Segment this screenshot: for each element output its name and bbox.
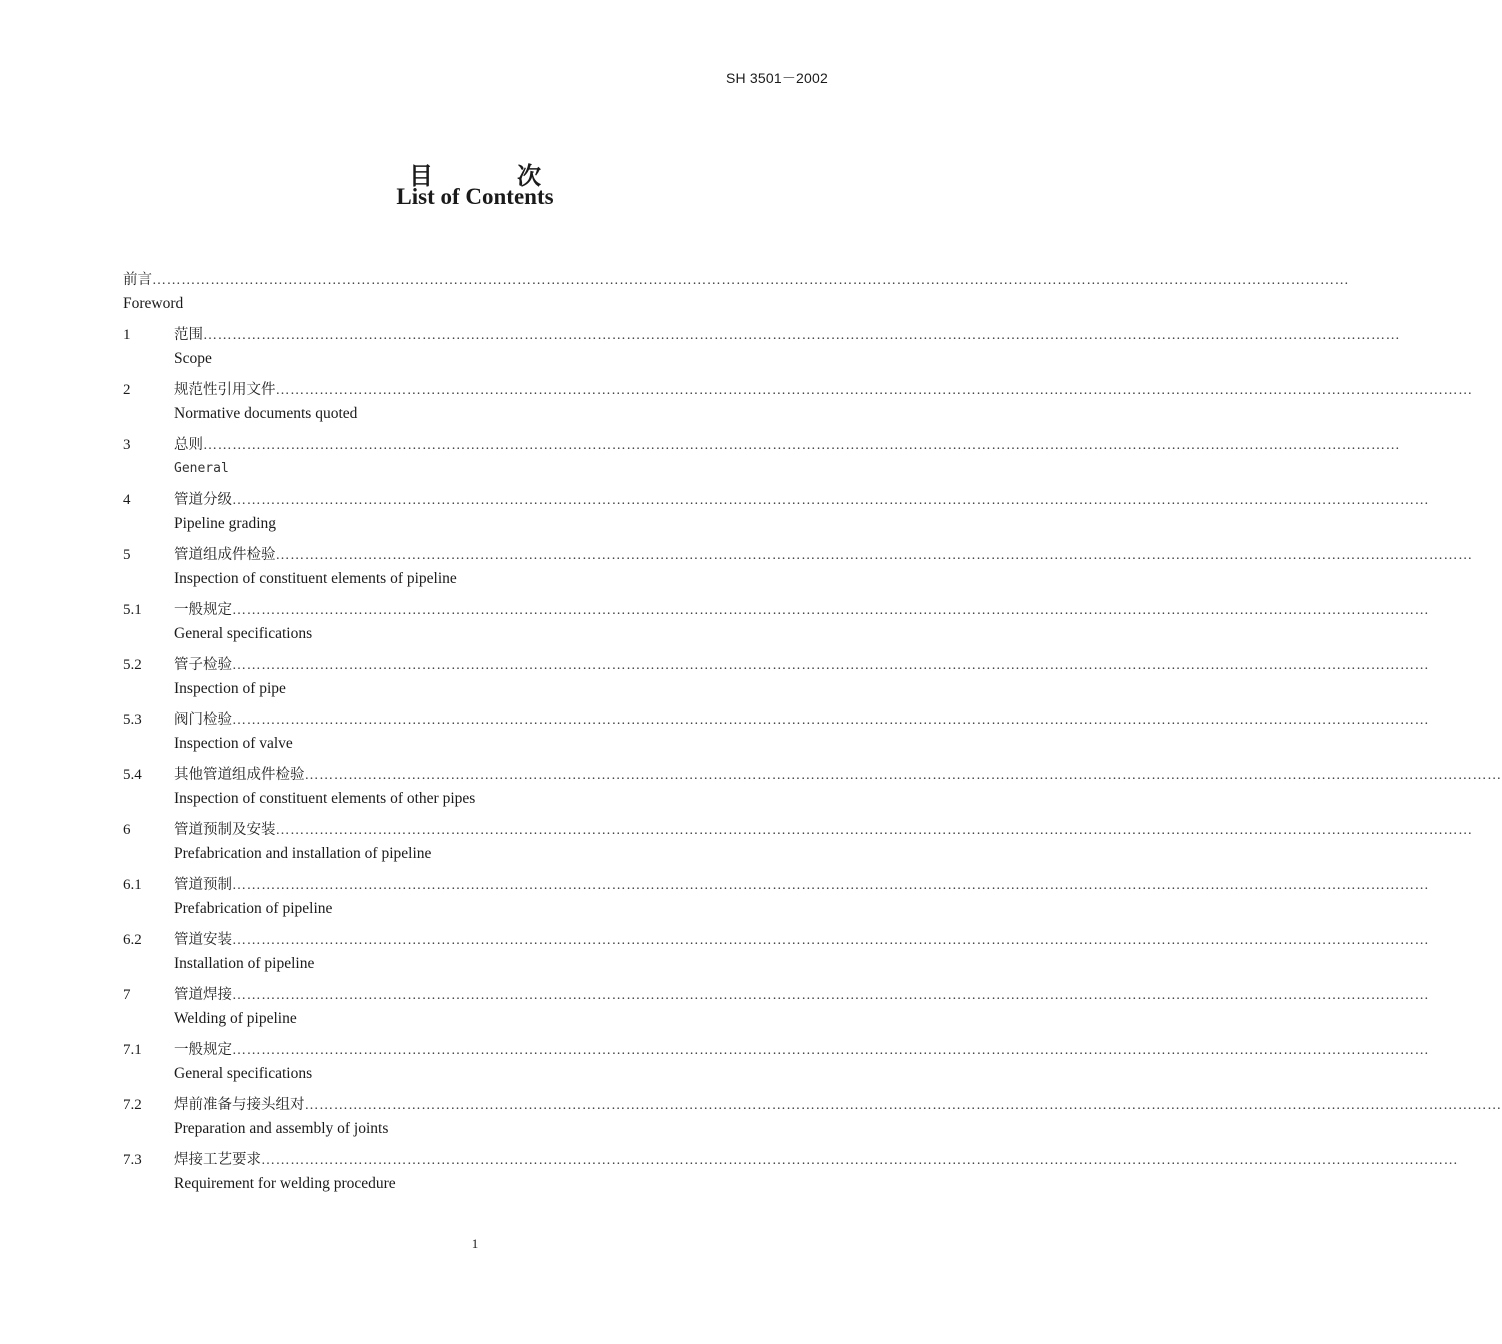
toc-leader-dots: ………………………………………………………………………………………………………………………………………………………………………………………………………………………… [203,328,1401,343]
toc-entry-number: 7.2 [123,1097,142,1113]
toc-entry-title-cn: 管道焊接 [174,987,232,1003]
toc-entry-foreword[interactable] [123,268,1350,315]
toc-entry-1[interactable] [123,323,1401,370]
toc-entry-number: 5 [123,547,131,563]
toc-entry-number: 5.4 [123,767,142,783]
toc-entry-title-en: Pipeline grading [174,515,277,532]
toc-entry-title-en: General [174,461,229,476]
toc-entry-title-en: Scope [174,350,212,367]
toc-entry-title-en: Inspection of constituent elements of other pipes [174,790,476,807]
toc-entry-title-cn: 规范性引用文件 [174,382,276,398]
toc-entry-title-en: Prefabrication and installation of pipeline [174,845,432,862]
toc-leader-dots: ………………………………………………………………………………………………………………………………………………………………………………………………………………………… [275,823,1473,838]
toc-entry-2[interactable] [123,378,1473,425]
toc-leader-dots: ………………………………………………………………………………………………………………………………………………………………………………………………………………………… [232,1043,1430,1058]
toc-entry-title-cn: 管道安装 [174,932,232,948]
toc-entry-number: 7.1 [123,1042,142,1058]
toc-entry-number: 6 [123,822,131,838]
toc-entry-title-en: Inspection of valve [174,735,293,752]
toc-entry-number: 7 [123,987,131,1003]
toc-entry-title-en: Prefabrication of pipeline [174,900,333,917]
toc-leader-dots: ………………………………………………………………………………………………………………………………………………………………………………………………………………………… [275,548,1473,563]
toc-entry-5-4[interactable] [123,763,1502,810]
toc-leader-dots: ………………………………………………………………………………………………………………………………………………………………………………………………………………………… [232,493,1430,508]
toc-entry-6-1[interactable] [123,873,1430,920]
toc-leader-dots: ………………………………………………………………………………………………………………………………………………………………………………………………………………………… [232,713,1430,728]
toc-entry-title-cn: 管道预制 [174,877,232,893]
toc-leader-dots: ………………………………………………………………………………………………………………………………………………………………………………………………………………………… [304,1098,1502,1113]
toc-entry-number: 2 [123,382,131,398]
toc-entry-number: 1 [123,327,131,343]
toc-entry-number: 6.2 [123,932,142,948]
toc-entry-5-2[interactable] [123,653,1430,700]
toc-leader-dots: ………………………………………………………………………………………………………………………………………………………………………………………………………………………… [232,878,1430,893]
toc-leader-dots: ………………………………………………………………………………………………………………………………………………………………………………………………………………………… [275,383,1473,398]
page-number: 1 [471,1236,479,1251]
toc-entry-title-cn: 前言 [123,272,152,288]
toc-leader-dots: ………………………………………………………………………………………………………………………………………………………………………………………………………………………… [232,933,1430,948]
toc-entry-number: 5.2 [123,657,142,673]
title-english: List of Contents [396,184,554,209]
toc-leader-dots: ………………………………………………………………………………………………………………………………………………………………………………………………………………………… [304,768,1502,783]
toc-entry-title-cn: 管子检验 [174,657,232,673]
toc-entry-title-en: Installation of pipeline [174,955,315,972]
toc-entry-title-en: Welding of pipeline [174,1010,297,1027]
toc-entry-3[interactable] [123,433,1401,480]
toc-entry-number: 5.1 [123,602,142,618]
toc-entry-6[interactable] [123,818,1473,865]
toc-entry-6-2[interactable] [123,928,1430,975]
toc-entry-title-en: Inspection of constituent elements of pipeline [174,570,457,587]
toc-entry-number: 6.1 [123,877,142,893]
toc-entry-title-cn: 焊接工艺要求 [174,1152,261,1168]
toc-entry-number: 5.3 [123,712,142,728]
toc-entry-title-en: General specifications [174,625,313,642]
toc-leader-dots: ………………………………………………………………………………………………………………………………………………………………………………………………………………………… [261,1153,1459,1168]
title-chinese-char-1: 目 [409,162,433,190]
toc-entry-title-cn: 其他管道组成件检验 [174,767,305,783]
toc-entry-7-3[interactable] [123,1148,1459,1195]
toc-entry-title-cn: 一般规定 [174,1042,232,1058]
toc-entry-5-3[interactable] [123,708,1430,755]
toc-leader-dots: ………………………………………………………………………………………………………………………………………………………………………………………………………………………… [232,658,1430,673]
document-code: SH 3501－2002 [725,70,828,86]
toc-entry-title-cn: 管道组成件检验 [174,547,276,563]
toc-entry-title-en: Inspection of pipe [174,680,286,697]
toc-entry-5-1[interactable] [123,598,1430,645]
toc-entry-title-en: Requirement for welding procedure [174,1175,396,1192]
toc-entry-title-en: Preparation and assembly of joints [174,1120,389,1137]
toc-entry-title-cn: 一般规定 [174,602,232,618]
toc-entry-title-cn: 管道预制及安装 [174,822,276,838]
toc-entry-number: 7.3 [123,1152,142,1168]
toc-leader-dots: ………………………………………………………………………………………………………………………………………………………………………………………………………………………… [232,603,1430,618]
toc-entry-4[interactable] [123,488,1430,535]
toc-entry-title-en: Foreword [123,295,184,312]
table-of-contents [123,268,1502,1203]
toc-leader-dots: ………………………………………………………………………………………………………………………………………………………………………………………………………………………… [232,988,1430,1003]
toc-entry-7-2[interactable] [123,1093,1502,1140]
toc-entry-title-cn: 总则 [174,437,203,453]
toc-leader-dots: ………………………………………………………………………………………………………………………………………………………………………………………………………………………… [203,438,1401,453]
toc-entry-7-1[interactable] [123,1038,1430,1085]
toc-entry-title-en: General specifications [174,1065,313,1082]
toc-entry-title-en: Normative documents quoted [174,405,358,422]
toc-entry-number: 4 [123,492,131,508]
toc-leader-dots: ………………………………………………………………………………………………………………………………………………………………………………………………………………………… [152,273,1350,288]
title-chinese-char-2: 次 [517,162,541,190]
toc-entry-title-cn: 阀门检验 [174,712,232,728]
toc-entry-number: 3 [123,437,131,453]
toc-entry-title-cn: 焊前准备与接头组对 [174,1097,305,1113]
toc-entry-7[interactable] [123,983,1430,1030]
toc-entry-5[interactable] [123,543,1473,590]
toc-entry-title-cn: 管道分级 [174,492,232,508]
toc-entry-title-cn: 范围 [174,327,203,343]
